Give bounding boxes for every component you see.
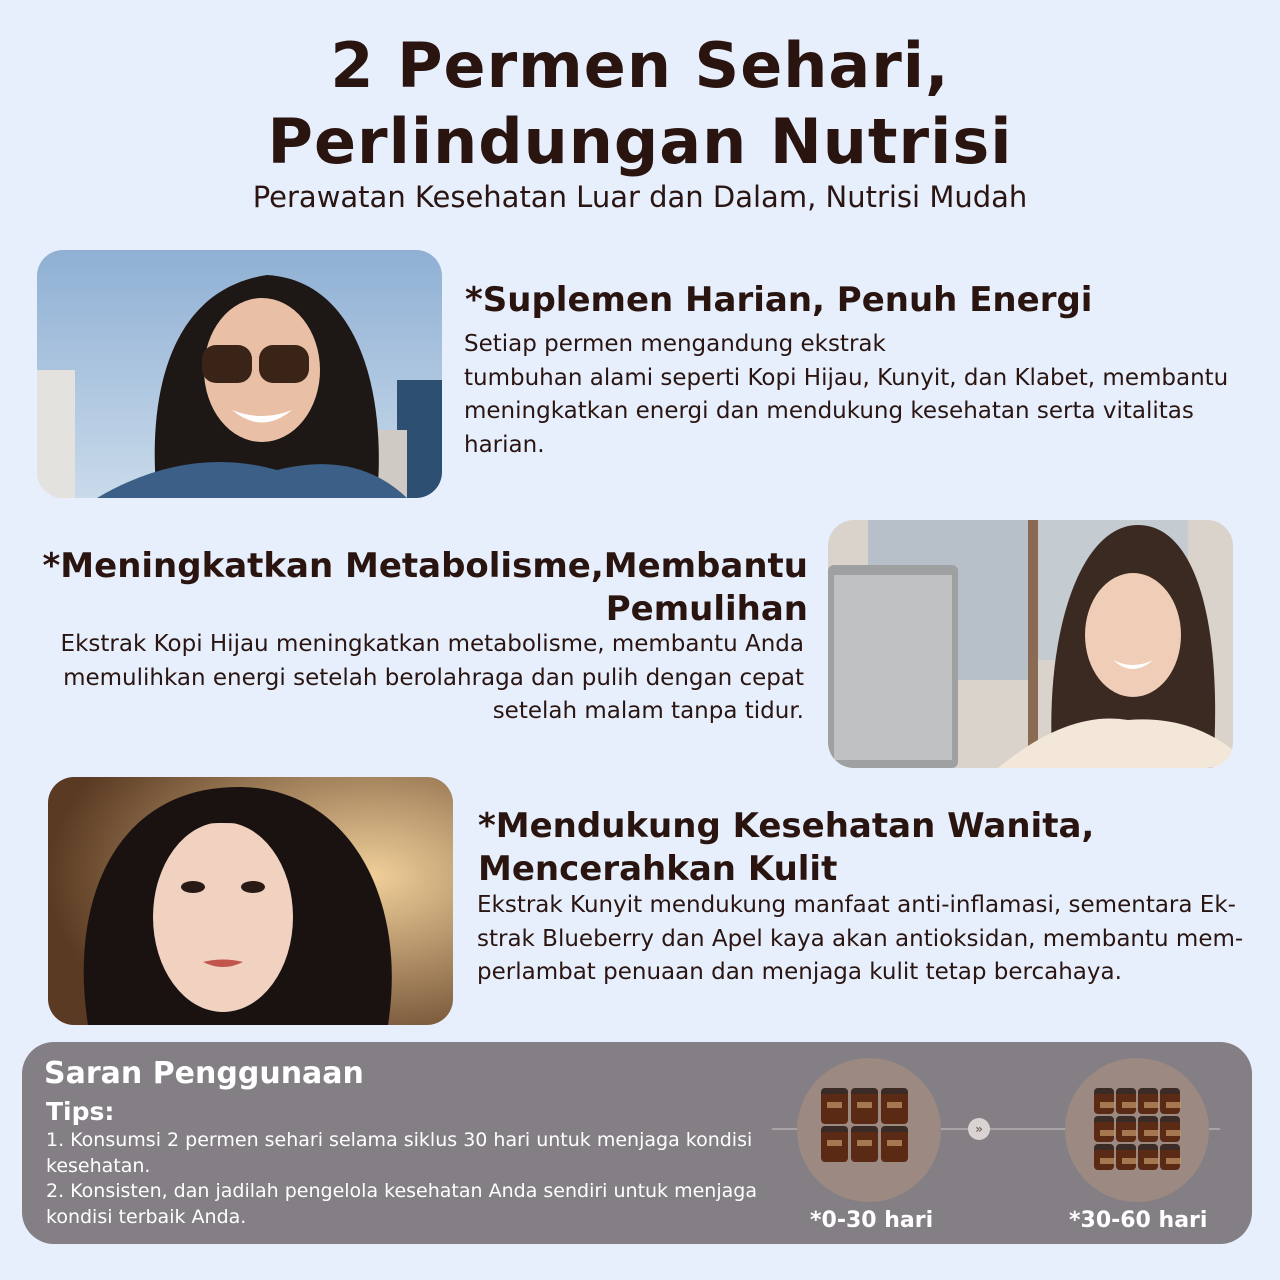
section-2-title bbox=[40, 545, 808, 631]
supplement-jar-icon bbox=[1116, 1144, 1136, 1170]
supplement-jar-icon bbox=[1160, 1116, 1180, 1142]
stage-1-label: *0-30 hari bbox=[810, 1208, 934, 1233]
section-2-body: Ekstrak Kopi Hijau meningkatkan metabolisme, membantu Anda memulihkan energi setelah berolahraga dan pulih dengan cepat setelah malam tanpa tidur. bbox=[60, 631, 804, 724]
page-subtitle: Perawatan Kesehatan Luar dan Dalam, Nutrisi Mudah bbox=[252, 180, 1028, 214]
stage-1-circle bbox=[797, 1058, 941, 1202]
supplement-jar-icon bbox=[1094, 1088, 1114, 1114]
section-2-title-line-1: *Meningkatkan Metabolisme,Membantu bbox=[42, 546, 808, 586]
woman-at-computer-photo bbox=[828, 520, 1233, 768]
section-1-title: *Suplemen Harian, Penuh Energi bbox=[465, 280, 1093, 320]
stage-2-circle bbox=[1065, 1058, 1209, 1202]
supplement-jar-icon bbox=[821, 1126, 848, 1162]
supplement-jar-icon bbox=[881, 1126, 908, 1162]
supplement-jar-icon bbox=[1116, 1116, 1136, 1142]
supplement-jar-icon bbox=[851, 1088, 878, 1124]
section-1-body-line-1: Setiap permen mengandung ekstrak bbox=[464, 331, 886, 357]
supplement-jar-icon bbox=[1094, 1116, 1114, 1142]
arrow-icon: » bbox=[968, 1118, 990, 1140]
usage-title: Saran Penggunaan bbox=[44, 1056, 364, 1091]
title-line-2: Perlindungan Nutrisi bbox=[267, 105, 1013, 178]
smiling-woman-sunglasses-photo bbox=[37, 250, 442, 498]
section-3-title-line-2: Mencerahkan Kulit bbox=[478, 849, 838, 889]
supplement-jar-icon bbox=[1138, 1088, 1158, 1114]
supplement-jar-icon bbox=[1094, 1144, 1114, 1170]
woman-portrait-photo bbox=[48, 777, 453, 1025]
supplement-jar-icon bbox=[821, 1088, 848, 1124]
title-line-1: 2 Permen Sehari, bbox=[330, 29, 950, 102]
section-3-title bbox=[478, 805, 1258, 891]
supplement-jar-icon bbox=[881, 1088, 908, 1124]
supplement-jar-icon bbox=[851, 1126, 878, 1162]
supplement-jar-icon bbox=[1160, 1144, 1180, 1170]
section-1-body-line-2: tumbuhan alami seperti Kopi Hijau, Kunyit, dan Klabet, membantu meningkatkan energi dan mendukung kesehatan serta vitalitas harian. bbox=[464, 364, 1229, 458]
tips-label: Tips: bbox=[46, 1097, 115, 1126]
tip-1: 1. Konsumsi 2 permen sehari selama siklus 30 hari untuk menjaga kondisi kesehatan. bbox=[46, 1129, 753, 1177]
section-1-body bbox=[464, 328, 1254, 462]
page-title bbox=[0, 28, 1280, 180]
stage-2-label: *30-60 hari bbox=[1069, 1208, 1208, 1233]
tips-text bbox=[46, 1128, 776, 1230]
section-2-title-line-2: Pemulihan bbox=[605, 589, 808, 629]
supplement-jar-icon bbox=[1116, 1088, 1136, 1114]
supplement-jar-icon bbox=[1138, 1144, 1158, 1170]
section-3-body: Ekstrak Kunyit mendukung manfaat anti-inflamasi, sementara Ek-strak Blueberry dan Apel kaya akan antioksidan, membantu mem-perlambat penuaan dan menjaga kulit tetap bercahaya. bbox=[477, 892, 1244, 985]
tip-2: 2. Konsisten, dan jadilah pengelola kesehatan Anda sendiri untuk menjaga kondisi terbaik Anda. bbox=[46, 1180, 757, 1228]
supplement-jar-icon bbox=[1138, 1116, 1158, 1142]
section-3-title-line-1: *Mendukung Kesehatan Wanita, bbox=[478, 806, 1095, 846]
supplement-jar-icon bbox=[1160, 1088, 1180, 1114]
